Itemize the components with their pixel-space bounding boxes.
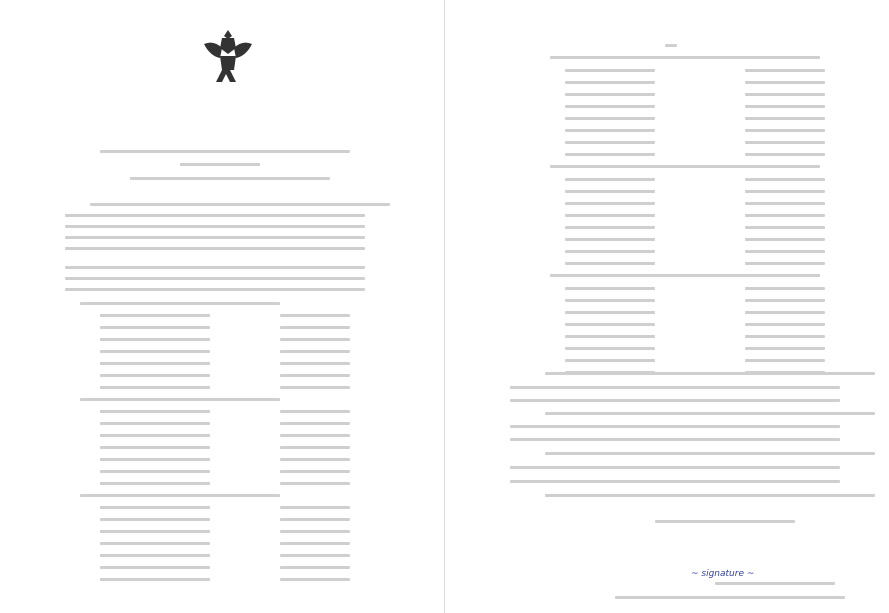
- member-role: [745, 335, 825, 338]
- member-name: [100, 410, 210, 413]
- member-name: [100, 506, 210, 509]
- member-role: [745, 105, 825, 108]
- signatory-name-line: [715, 582, 835, 585]
- duty-line: [545, 372, 875, 375]
- member-role: [745, 117, 825, 120]
- section-heading: [80, 494, 280, 497]
- page-right: [445, 0, 889, 613]
- member-name: [565, 202, 655, 205]
- member-name: [100, 338, 210, 341]
- duty-line: [510, 480, 840, 483]
- section-heading: [550, 274, 820, 277]
- member-role: [280, 374, 350, 377]
- member-name: [565, 214, 655, 217]
- member-role: [280, 446, 350, 449]
- member-name: [100, 530, 210, 533]
- member-role: [745, 214, 825, 217]
- subject-line: [130, 177, 330, 180]
- member-role: [280, 362, 350, 365]
- member-role: [280, 482, 350, 485]
- member-name: [565, 226, 655, 229]
- duty-line: [545, 412, 875, 415]
- duty-line: [545, 452, 875, 455]
- member-role: [745, 287, 825, 290]
- member-name: [100, 374, 210, 377]
- member-name: [565, 299, 655, 302]
- member-name: [100, 542, 210, 545]
- member-role: [280, 566, 350, 569]
- member-name: [565, 153, 655, 156]
- member-name: [565, 287, 655, 290]
- order-number-line: [180, 163, 260, 166]
- member-role: [745, 262, 825, 265]
- duty-line: [510, 438, 840, 441]
- member-role: [745, 323, 825, 326]
- date-line: [655, 520, 795, 523]
- member-role: [745, 311, 825, 314]
- duty-line: [545, 494, 875, 497]
- member-role: [280, 554, 350, 557]
- title-line: [100, 150, 350, 153]
- member-name: [565, 250, 655, 253]
- member-name: [565, 347, 655, 350]
- member-name: [100, 314, 210, 317]
- handwritten-signature: ~ signature ~: [691, 569, 755, 579]
- section-heading: [550, 165, 820, 168]
- member-role: [280, 470, 350, 473]
- member-role: [745, 250, 825, 253]
- section-heading: [80, 302, 280, 305]
- paragraph-line: [65, 288, 365, 291]
- paragraph-line: [65, 277, 365, 280]
- duty-line: [510, 466, 840, 469]
- member-role: [745, 93, 825, 96]
- member-role: [745, 129, 825, 132]
- duty-line: [510, 399, 840, 402]
- duty-line: [510, 386, 840, 389]
- member-name: [565, 141, 655, 144]
- member-role: [745, 359, 825, 362]
- paragraph-line: [65, 266, 365, 269]
- section-heading: [550, 56, 820, 59]
- member-name: [100, 434, 210, 437]
- member-role: [280, 350, 350, 353]
- member-role: [280, 434, 350, 437]
- page-number: [665, 44, 677, 47]
- member-name: [100, 422, 210, 425]
- paragraph-line: [65, 236, 365, 239]
- member-name: [565, 323, 655, 326]
- member-name: [565, 117, 655, 120]
- member-name: [565, 81, 655, 84]
- member-role: [280, 506, 350, 509]
- section-heading: [80, 398, 280, 401]
- member-role: [745, 178, 825, 181]
- member-role: [745, 81, 825, 84]
- member-name: [100, 362, 210, 365]
- member-role: [280, 422, 350, 425]
- signatory-title-line: [615, 596, 845, 599]
- member-name: [100, 518, 210, 521]
- member-role: [745, 238, 825, 241]
- member-role: [745, 69, 825, 72]
- member-name: [100, 566, 210, 569]
- member-role: [280, 458, 350, 461]
- member-name: [565, 311, 655, 314]
- member-role: [745, 190, 825, 193]
- member-role: [280, 578, 350, 581]
- member-role: [280, 314, 350, 317]
- member-name: [100, 350, 210, 353]
- member-role: [745, 153, 825, 156]
- member-role: [280, 530, 350, 533]
- paragraph-line: [65, 214, 365, 217]
- member-name: [565, 262, 655, 265]
- member-role: [280, 410, 350, 413]
- member-role: [745, 141, 825, 144]
- member-role: [280, 386, 350, 389]
- member-role: [745, 299, 825, 302]
- member-role: [280, 326, 350, 329]
- member-name: [100, 482, 210, 485]
- member-name: [565, 335, 655, 338]
- member-role: [745, 226, 825, 229]
- member-name: [100, 554, 210, 557]
- member-name: [100, 470, 210, 473]
- member-name: [565, 178, 655, 181]
- member-name: [565, 105, 655, 108]
- member-name: [100, 578, 210, 581]
- member-name: [100, 326, 210, 329]
- member-role: [280, 518, 350, 521]
- member-role: [280, 338, 350, 341]
- member-name: [100, 458, 210, 461]
- member-name: [100, 386, 210, 389]
- member-name: [565, 93, 655, 96]
- member-role: [745, 202, 825, 205]
- duty-line: [510, 425, 840, 428]
- paragraph-line: [65, 247, 365, 250]
- member-name: [565, 359, 655, 362]
- member-role: [280, 542, 350, 545]
- paragraph-line: [65, 225, 365, 228]
- member-name: [565, 190, 655, 193]
- member-name: [565, 238, 655, 241]
- paragraph-line: [90, 203, 390, 206]
- member-role: [745, 347, 825, 350]
- member-name: [565, 69, 655, 72]
- member-name: [100, 446, 210, 449]
- garuda-emblem-icon: [200, 26, 256, 86]
- member-name: [565, 129, 655, 132]
